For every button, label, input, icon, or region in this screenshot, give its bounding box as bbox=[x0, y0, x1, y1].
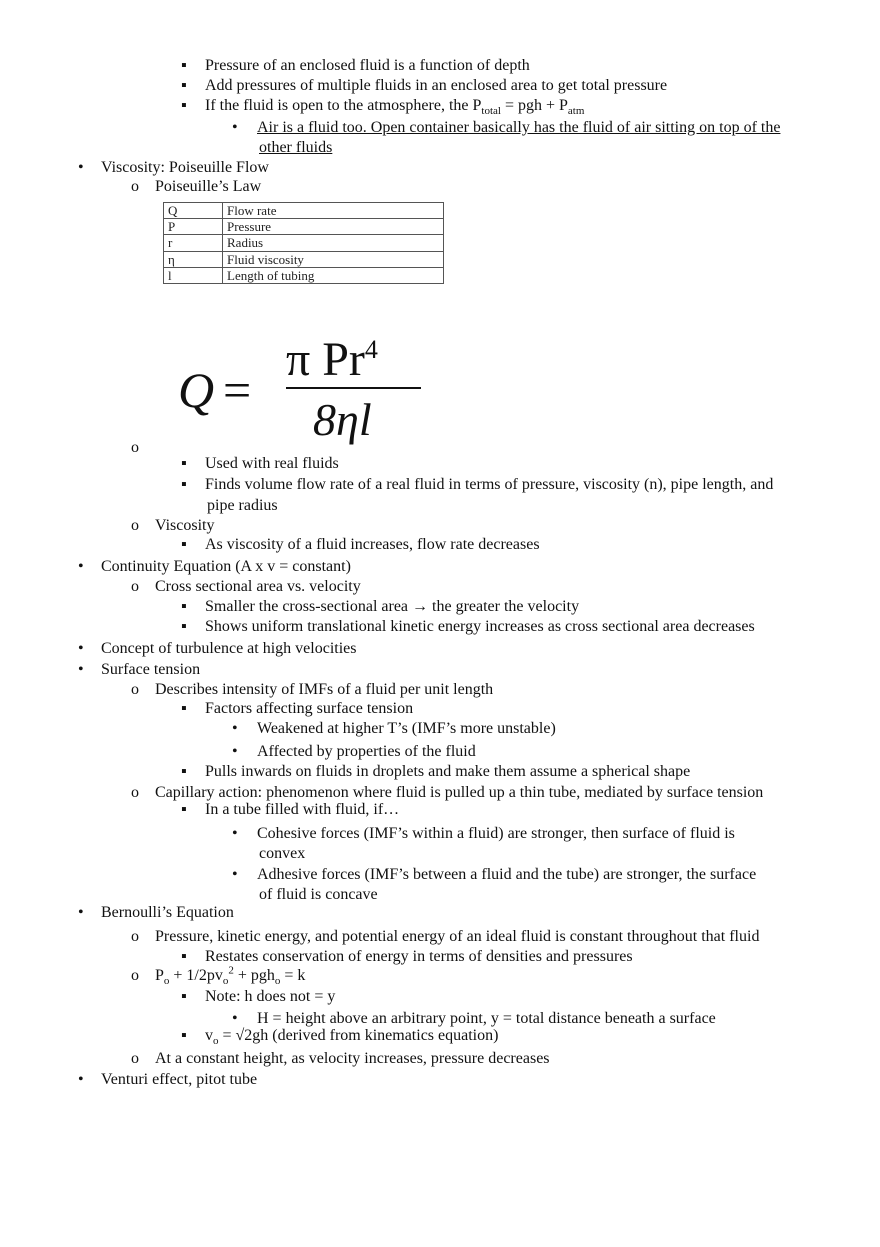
poiseuille-formula bbox=[178, 330, 428, 450]
square-bullet: ▪ bbox=[181, 476, 187, 493]
continuity-heading: Continuity Equation (A x v = constant) bbox=[101, 558, 351, 575]
list-item: Pressure of an enclosed fluid is a function of depth bbox=[205, 57, 530, 74]
list-item: Affected by properties of the fluid bbox=[257, 743, 476, 760]
dot-bullet: • bbox=[232, 866, 238, 883]
list-item-continuation: pipe radius bbox=[207, 497, 278, 514]
circle-bullet: o bbox=[131, 681, 139, 698]
square-bullet: ▪ bbox=[181, 988, 187, 1005]
table-row bbox=[164, 251, 444, 267]
square-bullet: ▪ bbox=[181, 618, 187, 635]
continuity-subheading: Cross sectional area vs. velocity bbox=[155, 578, 361, 595]
table-row bbox=[164, 219, 444, 235]
list-item: Adhesive forces (IMF’s between a fluid and the tube) are stronger, the surface bbox=[257, 866, 757, 883]
square-bullet: ▪ bbox=[181, 77, 187, 94]
square-bullet: ▪ bbox=[181, 97, 187, 114]
list-item: Add pressures of multiple fluids in an enclosed area to get total pressure bbox=[205, 77, 668, 94]
dot-bullet: • bbox=[232, 1010, 238, 1027]
list-item: In a tube filled with fluid, if… bbox=[205, 801, 400, 818]
dot-bullet: • bbox=[232, 119, 238, 136]
square-bullet: ▪ bbox=[181, 948, 187, 965]
square-bullet: ▪ bbox=[181, 1027, 187, 1044]
table-cell-symbol: l bbox=[164, 267, 223, 283]
square-bullet: ▪ bbox=[181, 700, 187, 717]
circle-bullet: o bbox=[131, 967, 139, 984]
square-bullet: ▪ bbox=[181, 801, 187, 818]
table-row bbox=[164, 267, 444, 283]
table-row bbox=[164, 235, 444, 251]
dot-bullet: • bbox=[78, 558, 84, 575]
dot-bullet: • bbox=[78, 904, 84, 921]
circle-bullet: o bbox=[131, 784, 139, 801]
bernoulli-equation: $P_o + 1/2pv_o^2 + pgh_o = k$ bbox=[155, 964, 306, 988]
list-item-continuation: convex bbox=[259, 845, 306, 862]
formula-denominator: 8ηl bbox=[313, 394, 372, 445]
table-cell-symbol: Q bbox=[164, 203, 223, 219]
air-note-line2: other fluids bbox=[259, 139, 333, 156]
formula-numerator: π Pr$^4$ bbox=[286, 333, 378, 386]
table-cell-meaning: Fluid viscosity bbox=[223, 251, 444, 267]
circle-bullet: o bbox=[131, 439, 139, 456]
list-item: Factors affecting surface tension bbox=[205, 700, 414, 717]
square-bullet: ▪ bbox=[181, 598, 187, 615]
circle-bullet: o bbox=[131, 178, 139, 195]
viscosity-heading: Viscosity: Poiseuille Flow bbox=[101, 159, 269, 176]
list-item: Describes intensity of IMFs of a fluid per unit length bbox=[155, 681, 494, 698]
dot-bullet: • bbox=[78, 640, 84, 657]
table-cell-symbol: P bbox=[164, 219, 223, 235]
bernoulli-heading: Bernoulli’s Equation bbox=[101, 904, 234, 921]
air-note-line1: Air is a fluid too. Open container basically has the fluid of air sitting on top of the bbox=[257, 119, 781, 136]
list-item: Cohesive forces (IMF’s within a fluid) are stronger, then surface of fluid is bbox=[257, 825, 735, 842]
square-bullet: ▪ bbox=[181, 763, 187, 780]
list-item: Weakened at higher T’s (IMF’s more unstable) bbox=[257, 720, 556, 737]
square-bullet: ▪ bbox=[181, 536, 187, 553]
table-cell-meaning: Pressure bbox=[223, 219, 444, 235]
dot-bullet: • bbox=[78, 1071, 84, 1088]
dot-bullet: • bbox=[232, 825, 238, 842]
table-cell-symbol: r bbox=[164, 235, 223, 251]
square-bullet: ▪ bbox=[181, 57, 187, 74]
vo-equation: $v_o = √2gh$ (derived from kinematics equation) bbox=[205, 1027, 499, 1048]
table-row bbox=[164, 203, 444, 219]
list-item: Capillary action: phenomenon where fluid is pulled up a thin tube, mediated by surface tension bbox=[155, 784, 764, 801]
list-item: Used with real fluids bbox=[205, 455, 339, 472]
dot-bullet: • bbox=[232, 720, 238, 737]
list-item: Note: h does not = y bbox=[205, 988, 336, 1005]
list-item: Shows uniform translational kinetic energy increases as cross sectional area decreases bbox=[205, 618, 755, 635]
list-item: Restates conservation of energy in terms of densities and pressures bbox=[205, 948, 633, 965]
formula-lhs: Q bbox=[178, 362, 215, 418]
surface-tension-heading: Surface tension bbox=[101, 661, 201, 678]
venturi-heading: Venturi effect, pitot tube bbox=[101, 1071, 258, 1088]
circle-bullet: o bbox=[131, 1050, 139, 1067]
square-bullet: ▪ bbox=[181, 455, 187, 472]
table-cell-meaning: Length of tubing bbox=[223, 267, 444, 283]
poiseuille-law-label: Poiseuille’s Law bbox=[155, 178, 262, 195]
list-item-continuation: of fluid is concave bbox=[259, 886, 378, 903]
list-item: Pulls inwards on fluids in droplets and make them assume a spherical shape bbox=[205, 763, 691, 780]
table-cell-symbol: η bbox=[164, 251, 223, 267]
dot-bullet: • bbox=[78, 159, 84, 176]
circle-bullet: o bbox=[131, 928, 139, 945]
turbulence-heading: Concept of turbulence at high velocities bbox=[101, 640, 357, 657]
dot-bullet: • bbox=[78, 661, 84, 678]
variable-table bbox=[163, 202, 444, 284]
formula-fraction-bar bbox=[286, 387, 421, 389]
open-fluid-item: If the fluid is open to the atmosphere, the $P_{total}$ = pgh + $P_{atm}$ bbox=[205, 97, 585, 118]
list-item: Finds volume flow rate of a real fluid in terms of pressure, viscosity (n), pipe length, and bbox=[205, 476, 774, 493]
viscosity-label: Viscosity bbox=[155, 517, 215, 534]
table-cell-meaning: Flow rate bbox=[223, 203, 444, 219]
formula-equals: = bbox=[223, 362, 252, 418]
list-item: At a constant height, as velocity increases, pressure decreases bbox=[155, 1050, 550, 1067]
table-cell-meaning: Radius bbox=[223, 235, 444, 251]
circle-bullet: o bbox=[131, 517, 139, 534]
dot-bullet: • bbox=[232, 743, 238, 760]
list-item: Pressure, kinetic energy, and potential energy of an ideal fluid is constant throughout that fluid bbox=[155, 928, 760, 945]
list-item: As viscosity of a fluid increases, flow rate decreases bbox=[205, 536, 540, 553]
list-item: H = height above an arbitrary point, y = total distance beneath a surface bbox=[257, 1010, 716, 1027]
circle-bullet: o bbox=[131, 578, 139, 595]
list-item: Smaller the cross-sectional area → the greater the velocity bbox=[205, 598, 580, 615]
